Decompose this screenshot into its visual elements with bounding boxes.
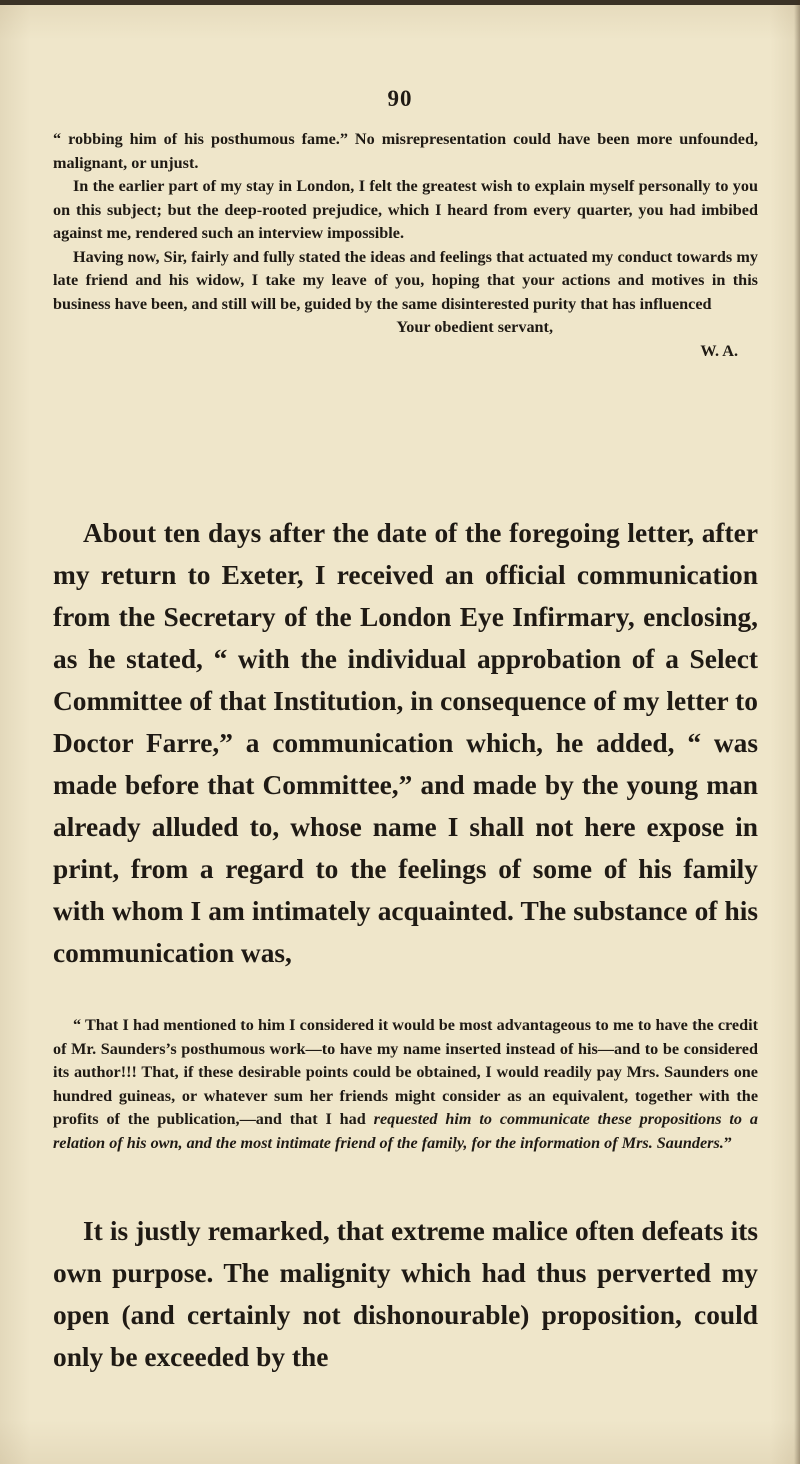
narrative-paragraph-2 <box>53 1210 758 1378</box>
letter-paragraph: Having now, Sir, fairly and fully stated the ideas and feelings that actuated my conduct towards my late friend and his widow, I take my leave of you, hoping that your actions and motives in this business have been, and still will be, guided by the same disinterested purity that has influenced <box>53 247 758 313</box>
letter-closing: Your obedient servant, <box>396 318 553 336</box>
letter-signature: W. A. <box>700 341 738 360</box>
narrative-text: About ten days after the date of the foregoing letter, after my return to Exeter, I received an official communication from the Secretary of the London Eye Infirmary, enclosing, as he stated, “ with the individual approbation of a Select Committee of that Institution, in consequence of my letter to Doctor Farre,” a communication which, he added, “ was made before that Committee,” and made by the young man already alluded to, whose name I shall not here expose in print, from a regard to the feelings of some of his family with whom I am intimately acquainted. The substance of his communication was, <box>53 518 758 968</box>
top-edge-rule <box>0 0 800 5</box>
quote-italic-text: requested him to communicate these propositions to a relation of his own, and the most intimate friend of the family, for the information of Mrs. Saunders. <box>53 1110 758 1152</box>
letter-paragraph: In the earlier part of my stay in London, I felt the greatest wish to explain myself personally to you on this subject; but the deep-rooted prejudice, which I heard from every quarter, you had imbibed against me, rendered such an interview impossible. <box>53 177 758 242</box>
quote-plain-text: “ That I had mentioned to him I considered it would be most advantageous to me to have the credit of Mr. Saunders’s posthumous work—to have my name inserted instead of his—and to be considered its author!!! That, if these desirable points could be obtained, I would readily pay Mrs. Saunders one hundred guineas, or whatever sum her friends might consider as an equivalent, together with the profits of the publication,—and that I had <box>53 1016 758 1128</box>
quoted-communication <box>53 1014 758 1155</box>
quote-close-mark: ” <box>723 1133 732 1152</box>
page-edge-shadow <box>794 0 800 1464</box>
quote-text <box>53 1014 758 1155</box>
letter-paragraph: “ robbing him of his posthumous fame.” No misrepresentation could have been more unfounded, malignant, or unjust. <box>53 130 758 172</box>
letter-text <box>53 128 758 363</box>
narrative-text: It is justly remarked, that extreme malice often defeats its own purpose. The malignity which had thus perverted my open (and certainly not dishonourable) proposition, could only be exceeded by the <box>53 1216 758 1372</box>
page-number: 90 <box>387 86 413 111</box>
narrative-paragraph-1 <box>53 512 758 974</box>
